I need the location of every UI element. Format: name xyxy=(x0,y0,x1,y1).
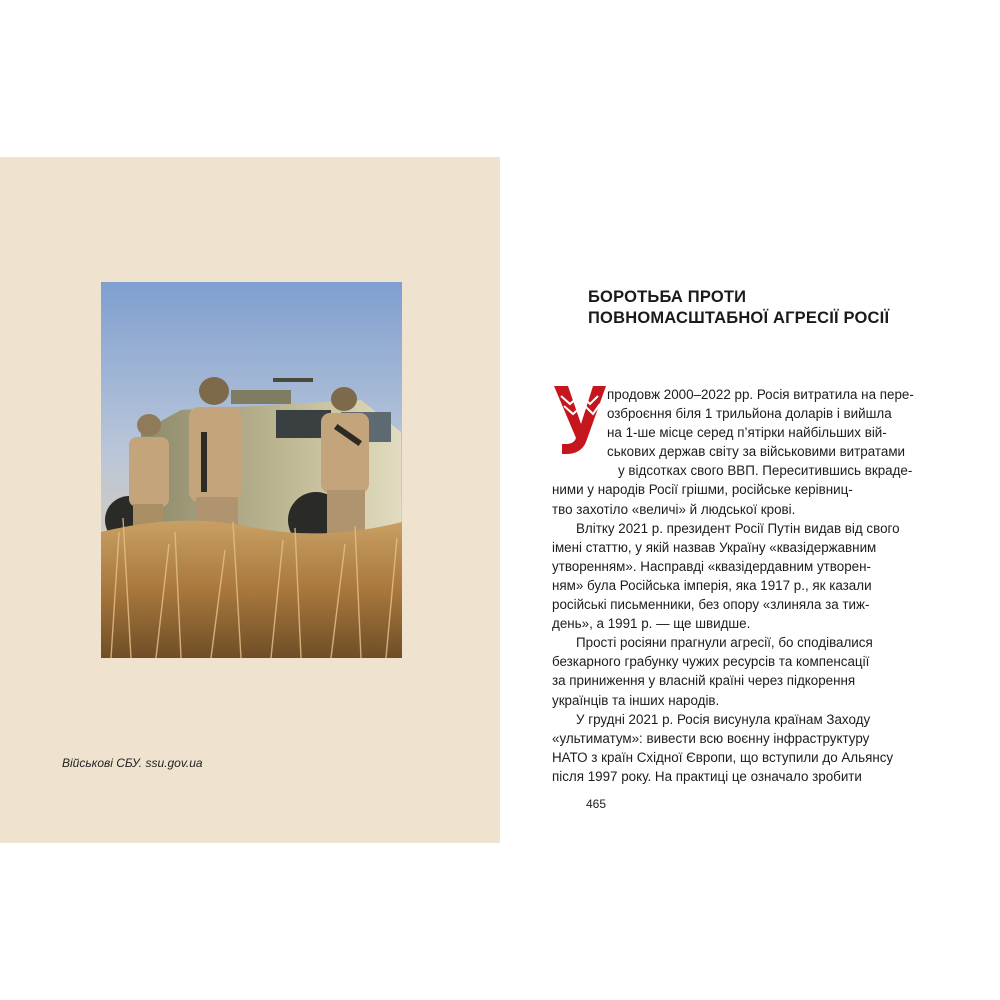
text-line: після 1997 року. На практиці це означало зробити xyxy=(552,768,862,784)
photo-illustration xyxy=(101,282,402,658)
page-number: 465 xyxy=(586,797,607,811)
article-text xyxy=(552,385,930,786)
photo-caption: Військові СБУ. ssu.gov.ua xyxy=(62,756,203,770)
section-heading: БОРОТЬБА ПРОТИ ПОВНОМАСШТАБНОЇ АГРЕСІЇ РОСІЇ xyxy=(588,288,890,327)
text-line: російські письменники, без опору «злиняла за тиж- xyxy=(552,597,870,613)
text-line: У грудні 2021 р. Росія висунула країнам Заходу xyxy=(576,711,871,727)
text-line: день», а 1991 р. — ще швидше. xyxy=(552,616,751,632)
text-line: продовж 2000–2022 рр. Росія витратила на пере- xyxy=(607,387,914,402)
text-line: ними у народів Росії грішми, російське керівниц- xyxy=(552,482,853,498)
text-line: Прості росіяни прагнули агресії, бо сподівалися xyxy=(576,635,873,651)
text-line: тво захотіло «величі» й людської крові. xyxy=(552,501,796,517)
text-line: імені статтю, у якій назвав Україну «квазідержавним xyxy=(552,539,877,555)
text-line: у відсотках свого ВВП. Переситившись вкраде- xyxy=(618,463,913,479)
text-line: на 1-ше місце серед п’ятірки найбільших вій- xyxy=(607,425,887,441)
text-line: утворенням». Насправді «квазідердавним утворен- xyxy=(552,558,871,574)
text-line: «ультиматум»: вивести всю воєнну інфраструктуру xyxy=(552,730,870,746)
text-line: безкарного грабунку чужих ресурсів та компенсації xyxy=(552,654,870,670)
text-line: озброєння біля 1 трильйона доларів і вийшла xyxy=(607,406,892,422)
text-line: українців та інших народів. xyxy=(552,692,720,708)
text-line: НАТО з країн Східної Європи, що вступили до Альянсу xyxy=(552,749,894,765)
text-line: ням» була Російська імперія, яка 1917 р., як казали xyxy=(552,577,872,593)
text-line: ськових держав світу за військовими витратами xyxy=(607,444,906,460)
left-page xyxy=(0,157,500,843)
text-line: Влітку 2021 р. президент Росії Путін видав від свого xyxy=(576,520,900,536)
photo-soldiers xyxy=(101,282,402,658)
text-line: за приниження у власній країні через підкорення xyxy=(552,673,856,689)
right-page xyxy=(500,157,1000,843)
